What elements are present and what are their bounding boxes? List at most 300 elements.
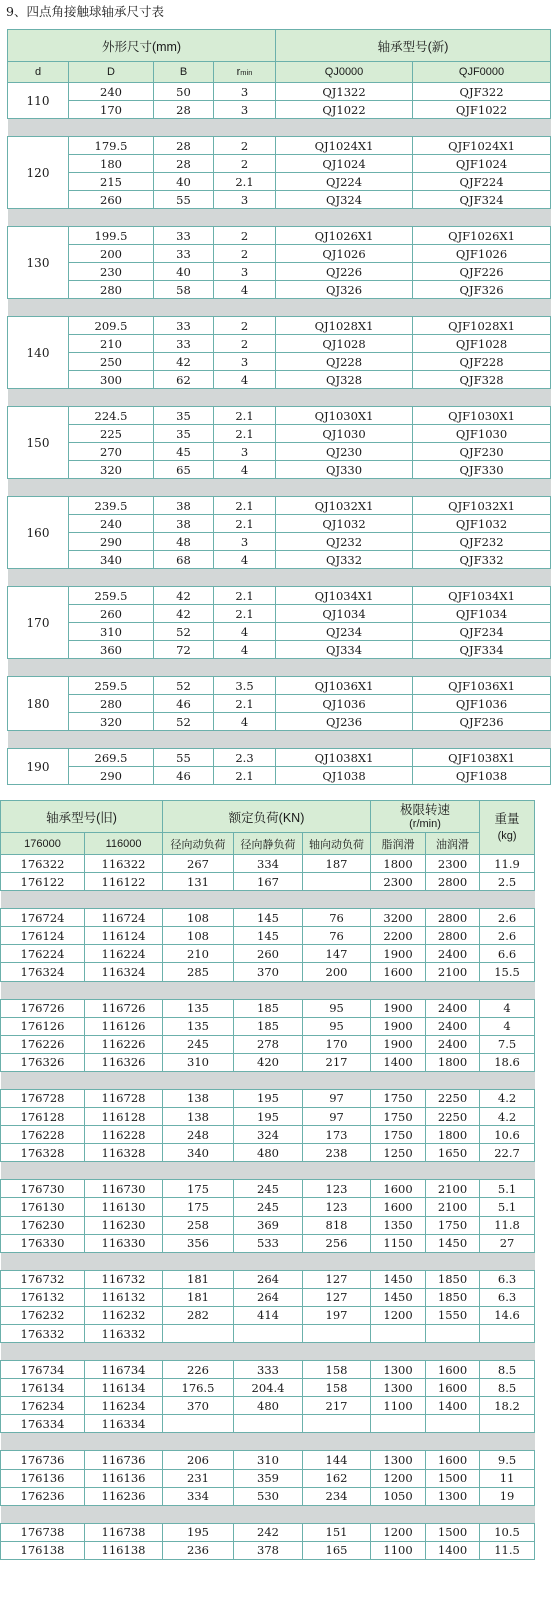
radial-dynamic-cell: 334 bbox=[163, 1487, 234, 1505]
old-116-cell: 116232 bbox=[85, 1306, 163, 1324]
old-116-cell: 116730 bbox=[85, 1180, 163, 1198]
r-min-cell: 2 bbox=[214, 335, 276, 353]
table-row bbox=[8, 137, 551, 155]
oil-speed-cell: 1500 bbox=[426, 1469, 480, 1487]
oil-speed-cell: 2100 bbox=[426, 1180, 480, 1198]
table-row bbox=[1, 1144, 535, 1162]
group-separator bbox=[1, 1343, 535, 1361]
radial-dynamic-cell: 108 bbox=[163, 909, 234, 927]
width-B-cell: 42 bbox=[154, 605, 214, 623]
table-row bbox=[1, 1361, 535, 1379]
grease-speed-cell: 1300 bbox=[371, 1361, 426, 1379]
oil-speed-cell: 1800 bbox=[426, 1053, 480, 1071]
old-116-cell: 116138 bbox=[85, 1541, 163, 1559]
weight-cell: 19 bbox=[480, 1487, 535, 1505]
table-row bbox=[8, 227, 551, 245]
radial-dynamic-cell: 176.5 bbox=[163, 1379, 234, 1397]
group-separator bbox=[1, 1071, 535, 1089]
outer-D-cell: 239.5 bbox=[69, 497, 154, 515]
oil-speed-cell: 2250 bbox=[426, 1108, 480, 1126]
radial-dynamic-cell: 340 bbox=[163, 1144, 234, 1162]
outer-D-cell: 215 bbox=[69, 173, 154, 191]
radial-dynamic-cell: 181 bbox=[163, 1270, 234, 1288]
grease-speed-cell: 1600 bbox=[371, 1180, 426, 1198]
outer-D-cell: 179.5 bbox=[69, 137, 154, 155]
old-176-cell: 176330 bbox=[1, 1234, 85, 1252]
width-B-cell: 33 bbox=[154, 245, 214, 263]
axial-dynamic-cell: 127 bbox=[303, 1288, 371, 1306]
oil-speed-cell: 1400 bbox=[426, 1397, 480, 1415]
old-176-cell: 176326 bbox=[1, 1053, 85, 1071]
old-176-cell: 176128 bbox=[1, 1108, 85, 1126]
oil-speed-cell: 1600 bbox=[426, 1379, 480, 1397]
weight-cell: 18.2 bbox=[480, 1397, 535, 1415]
width-B-cell: 52 bbox=[154, 713, 214, 731]
table-row bbox=[1, 855, 535, 873]
r-min-cell: 2.1 bbox=[214, 767, 276, 785]
weight-cell: 2.6 bbox=[480, 927, 535, 945]
width-B-cell: 55 bbox=[154, 749, 214, 767]
old-116-cell: 116326 bbox=[85, 1053, 163, 1071]
load-speed-table bbox=[0, 800, 535, 1560]
table-row bbox=[1, 1017, 535, 1035]
radial-dynamic-cell bbox=[163, 1415, 234, 1433]
group-separator bbox=[1, 1433, 535, 1451]
qj-model-cell: QJ1038X1 bbox=[276, 749, 413, 767]
grease-speed-cell: 1450 bbox=[371, 1288, 426, 1306]
table-row bbox=[1, 1487, 535, 1505]
qj-model-cell: QJ228 bbox=[276, 353, 413, 371]
old-116-cell: 116724 bbox=[85, 909, 163, 927]
old-116-cell: 116226 bbox=[85, 1035, 163, 1053]
table-row bbox=[8, 533, 551, 551]
old-116-cell: 116136 bbox=[85, 1469, 163, 1487]
weight-cell: 8.5 bbox=[480, 1379, 535, 1397]
oil-speed-cell: 2100 bbox=[426, 1198, 480, 1216]
oil-speed-cell: 1300 bbox=[426, 1487, 480, 1505]
r-min-cell: 4 bbox=[214, 281, 276, 299]
radial-dynamic-cell: 138 bbox=[163, 1108, 234, 1126]
old-176-cell: 176228 bbox=[1, 1126, 85, 1144]
width-B-cell: 68 bbox=[154, 551, 214, 569]
axial-dynamic-cell bbox=[303, 1415, 371, 1433]
col-header-D: D bbox=[69, 62, 154, 83]
header-rated-load: 额定负荷(KN) bbox=[163, 801, 371, 833]
width-B-cell: 28 bbox=[154, 101, 214, 119]
weight-cell: 10.5 bbox=[480, 1523, 535, 1541]
bore-d-cell: 140 bbox=[8, 317, 69, 389]
qj-model-cell: QJ332 bbox=[276, 551, 413, 569]
group-separator bbox=[1, 1252, 535, 1270]
axial-dynamic-cell: 197 bbox=[303, 1306, 371, 1324]
radial-dynamic-cell: 175 bbox=[163, 1198, 234, 1216]
table-row bbox=[1, 1397, 535, 1415]
qjf-model-cell: QJF1026X1 bbox=[413, 227, 551, 245]
qjf-model-cell: QJF1034 bbox=[413, 605, 551, 623]
old-176-cell: 176134 bbox=[1, 1379, 85, 1397]
group-separator-cell bbox=[1, 1071, 535, 1089]
oil-speed-cell: 1600 bbox=[426, 1451, 480, 1469]
weight-cell: 5.1 bbox=[480, 1180, 535, 1198]
bore-d-cell: 160 bbox=[8, 497, 69, 569]
qjf-model-cell: QJF1032 bbox=[413, 515, 551, 533]
bore-d-cell: 110 bbox=[8, 83, 69, 119]
qj-model-cell: QJ234 bbox=[276, 623, 413, 641]
radial-static-cell: 333 bbox=[234, 1361, 303, 1379]
old-116-cell: 116332 bbox=[85, 1324, 163, 1342]
qjf-model-cell: QJF332 bbox=[413, 551, 551, 569]
group-separator bbox=[8, 659, 551, 677]
table-row bbox=[1, 1288, 535, 1306]
table-row bbox=[8, 425, 551, 443]
axial-dynamic-cell: 170 bbox=[303, 1035, 371, 1053]
axial-dynamic-cell: 123 bbox=[303, 1180, 371, 1198]
axial-dynamic-cell: 147 bbox=[303, 945, 371, 963]
group-separator-cell bbox=[1, 1252, 535, 1270]
qj-model-cell: QJ1028X1 bbox=[276, 317, 413, 335]
r-min-cell: 4 bbox=[214, 641, 276, 659]
radial-dynamic-cell: 206 bbox=[163, 1451, 234, 1469]
outer-D-cell: 300 bbox=[69, 371, 154, 389]
old-116-cell: 116234 bbox=[85, 1397, 163, 1415]
qjf-model-cell: QJF1030 bbox=[413, 425, 551, 443]
r-min-cell: 2 bbox=[214, 317, 276, 335]
radial-dynamic-cell: 258 bbox=[163, 1216, 234, 1234]
radial-static-cell: 369 bbox=[234, 1216, 303, 1234]
table-row bbox=[1, 1089, 535, 1107]
old-116-cell: 116736 bbox=[85, 1451, 163, 1469]
weight-unit: (kg) bbox=[497, 829, 517, 842]
qj-model-cell: QJ1034X1 bbox=[276, 587, 413, 605]
radial-dynamic-cell: 138 bbox=[163, 1089, 234, 1107]
width-B-cell: 58 bbox=[154, 281, 214, 299]
group-separator-cell bbox=[1, 1343, 535, 1361]
old-116-cell: 116126 bbox=[85, 1017, 163, 1035]
table-row bbox=[1, 873, 535, 891]
grease-speed-cell: 1600 bbox=[371, 1198, 426, 1216]
group-separator bbox=[8, 119, 551, 137]
grease-speed-cell: 2300 bbox=[371, 873, 426, 891]
table-row bbox=[1, 1108, 535, 1126]
oil-speed-cell: 1650 bbox=[426, 1144, 480, 1162]
r-min-cell: 3 bbox=[214, 101, 276, 119]
axial-dynamic-cell: 217 bbox=[303, 1397, 371, 1415]
table-row bbox=[8, 767, 551, 785]
col-header-d: d bbox=[8, 62, 69, 83]
qjf-model-cell: QJF1028 bbox=[413, 335, 551, 353]
radial-dynamic-cell: 356 bbox=[163, 1234, 234, 1252]
axial-dynamic-cell: 162 bbox=[303, 1469, 371, 1487]
old-116-cell: 116228 bbox=[85, 1126, 163, 1144]
r-min-cell: 2.1 bbox=[214, 173, 276, 191]
col-header-oil: 油润滑 bbox=[426, 833, 480, 855]
old-176-cell: 176234 bbox=[1, 1397, 85, 1415]
group-separator-cell bbox=[1, 981, 535, 999]
table-row bbox=[1, 1415, 535, 1433]
qjf-model-cell: QJF1038X1 bbox=[413, 749, 551, 767]
width-B-cell: 35 bbox=[154, 425, 214, 443]
radial-dynamic-cell: 282 bbox=[163, 1306, 234, 1324]
table-row bbox=[8, 101, 551, 119]
bore-d-cell: 130 bbox=[8, 227, 69, 299]
old-116-cell: 116728 bbox=[85, 1089, 163, 1107]
width-B-cell: 65 bbox=[154, 461, 214, 479]
old-176-cell: 176236 bbox=[1, 1487, 85, 1505]
axial-dynamic-cell: 95 bbox=[303, 999, 371, 1017]
old-176-cell: 176124 bbox=[1, 927, 85, 945]
table-row bbox=[8, 713, 551, 731]
oil-speed-cell: 1750 bbox=[426, 1216, 480, 1234]
table-row bbox=[8, 695, 551, 713]
weight-cell: 11.8 bbox=[480, 1216, 535, 1234]
width-B-cell: 48 bbox=[154, 533, 214, 551]
bore-d-cell: 170 bbox=[8, 587, 69, 659]
qj-model-cell: QJ236 bbox=[276, 713, 413, 731]
table-row bbox=[8, 677, 551, 695]
weight-cell: 6.3 bbox=[480, 1288, 535, 1306]
old-116-cell: 116132 bbox=[85, 1288, 163, 1306]
table-row bbox=[8, 83, 551, 101]
oil-speed-cell: 1850 bbox=[426, 1288, 480, 1306]
header-dimensions: 外形尺寸(mm) bbox=[8, 30, 276, 62]
qjf-model-cell: QJF1024 bbox=[413, 155, 551, 173]
radial-dynamic-cell: 267 bbox=[163, 855, 234, 873]
r-min-cell: 4 bbox=[214, 461, 276, 479]
table-row bbox=[1, 1198, 535, 1216]
width-B-cell: 45 bbox=[154, 443, 214, 461]
col-header-116000: 116000 bbox=[85, 833, 163, 855]
qj-model-cell: QJ1026 bbox=[276, 245, 413, 263]
col-header-B: B bbox=[154, 62, 214, 83]
radial-dynamic-cell: 175 bbox=[163, 1180, 234, 1198]
axial-dynamic-cell: 200 bbox=[303, 963, 371, 981]
radial-dynamic-cell: 135 bbox=[163, 1017, 234, 1035]
oil-speed-cell: 1550 bbox=[426, 1306, 480, 1324]
outer-D-cell: 290 bbox=[69, 767, 154, 785]
group-separator-cell bbox=[1, 891, 535, 909]
dimension-table-body bbox=[8, 83, 551, 785]
grease-speed-cell: 1200 bbox=[371, 1306, 426, 1324]
old-176-cell: 176324 bbox=[1, 963, 85, 981]
speed-limit-unit: (r/min) bbox=[409, 817, 441, 830]
old-176-cell: 176724 bbox=[1, 909, 85, 927]
col-header-radial-dynamic: 径向动负荷 bbox=[163, 833, 234, 855]
r-min-cell: 4 bbox=[214, 713, 276, 731]
group-separator bbox=[1, 891, 535, 909]
qj-model-cell: QJ1030 bbox=[276, 425, 413, 443]
col-header-grease: 脂润滑 bbox=[371, 833, 426, 855]
r-min-cell: 2 bbox=[214, 227, 276, 245]
width-B-cell: 52 bbox=[154, 623, 214, 641]
r-min-cell: 2.1 bbox=[214, 407, 276, 425]
width-B-cell: 40 bbox=[154, 173, 214, 191]
r-min-cell: 4 bbox=[214, 551, 276, 569]
bore-d-cell: 190 bbox=[8, 749, 69, 785]
table-row bbox=[8, 245, 551, 263]
axial-dynamic-cell: 217 bbox=[303, 1053, 371, 1071]
qjf-model-cell: QJF1036X1 bbox=[413, 677, 551, 695]
oil-speed-cell: 2300 bbox=[426, 855, 480, 873]
axial-dynamic-cell: 158 bbox=[303, 1361, 371, 1379]
old-176-cell: 176334 bbox=[1, 1415, 85, 1433]
axial-dynamic-cell bbox=[303, 1324, 371, 1342]
outer-D-cell: 170 bbox=[69, 101, 154, 119]
weight-label: 重量 bbox=[494, 811, 520, 826]
axial-dynamic-cell: 97 bbox=[303, 1108, 371, 1126]
radial-dynamic-cell: 370 bbox=[163, 1397, 234, 1415]
weight-cell: 4 bbox=[480, 999, 535, 1017]
group-separator bbox=[8, 389, 551, 407]
old-176-cell: 176728 bbox=[1, 1089, 85, 1107]
group-separator bbox=[8, 299, 551, 317]
radial-dynamic-cell: 195 bbox=[163, 1523, 234, 1541]
qjf-model-cell: QJF1038 bbox=[413, 767, 551, 785]
group-separator-cell bbox=[8, 479, 551, 497]
qj-model-cell: QJ328 bbox=[276, 371, 413, 389]
radial-static-cell: 264 bbox=[234, 1270, 303, 1288]
header-new-model: 轴承型号(新) bbox=[276, 30, 551, 62]
qjf-model-cell: QJF1034X1 bbox=[413, 587, 551, 605]
group-separator bbox=[8, 479, 551, 497]
weight-cell: 6.3 bbox=[480, 1270, 535, 1288]
r-min-cell: 2 bbox=[214, 245, 276, 263]
width-B-cell: 33 bbox=[154, 227, 214, 245]
qjf-model-cell: QJF1024X1 bbox=[413, 137, 551, 155]
r-min-cell: 4 bbox=[214, 371, 276, 389]
table-row bbox=[8, 749, 551, 767]
qj-model-cell: QJ224 bbox=[276, 173, 413, 191]
qj-model-cell: QJ1024X1 bbox=[276, 137, 413, 155]
qjf-model-cell: QJF1026 bbox=[413, 245, 551, 263]
old-176-cell: 176122 bbox=[1, 873, 85, 891]
width-B-cell: 38 bbox=[154, 497, 214, 515]
qj-model-cell: QJ1036X1 bbox=[276, 677, 413, 695]
old-116-cell: 116726 bbox=[85, 999, 163, 1017]
group-separator-cell bbox=[8, 299, 551, 317]
old-116-cell: 116328 bbox=[85, 1144, 163, 1162]
old-176-cell: 176332 bbox=[1, 1324, 85, 1342]
col-header-axial-dynamic: 轴向动负荷 bbox=[303, 833, 371, 855]
oil-speed-cell: 2800 bbox=[426, 873, 480, 891]
width-B-cell: 42 bbox=[154, 353, 214, 371]
radial-static-cell: 359 bbox=[234, 1469, 303, 1487]
r-min-cell: 2 bbox=[214, 155, 276, 173]
radial-dynamic-cell: 135 bbox=[163, 999, 234, 1017]
table-row bbox=[8, 407, 551, 425]
grease-speed-cell: 1750 bbox=[371, 1089, 426, 1107]
table-row bbox=[8, 515, 551, 533]
old-176-cell: 176736 bbox=[1, 1451, 85, 1469]
weight-cell: 2.5 bbox=[480, 873, 535, 891]
radial-dynamic-cell: 310 bbox=[163, 1053, 234, 1071]
qjf-model-cell: QJF1036 bbox=[413, 695, 551, 713]
table-row bbox=[1, 945, 535, 963]
r-min-cell: 4 bbox=[214, 623, 276, 641]
axial-dynamic-cell: 144 bbox=[303, 1451, 371, 1469]
outer-D-cell: 280 bbox=[69, 281, 154, 299]
radial-dynamic-cell: 231 bbox=[163, 1469, 234, 1487]
group-separator bbox=[1, 981, 535, 999]
width-B-cell: 35 bbox=[154, 407, 214, 425]
outer-D-cell: 270 bbox=[69, 443, 154, 461]
grease-speed-cell: 1300 bbox=[371, 1379, 426, 1397]
outer-D-cell: 224.5 bbox=[69, 407, 154, 425]
outer-D-cell: 180 bbox=[69, 155, 154, 173]
table-row bbox=[1, 1053, 535, 1071]
group-separator-cell bbox=[1, 1433, 535, 1451]
oil-speed-cell: 1800 bbox=[426, 1126, 480, 1144]
table-row bbox=[1, 1541, 535, 1559]
old-176-cell: 176136 bbox=[1, 1469, 85, 1487]
qj-model-cell: QJ1022 bbox=[276, 101, 413, 119]
oil-speed-cell: 1850 bbox=[426, 1270, 480, 1288]
weight-cell: 4 bbox=[480, 1017, 535, 1035]
r-min-cell: 2.1 bbox=[214, 587, 276, 605]
weight-cell: 2.6 bbox=[480, 909, 535, 927]
old-116-cell: 116330 bbox=[85, 1234, 163, 1252]
outer-D-cell: 269.5 bbox=[69, 749, 154, 767]
grease-speed-cell: 1100 bbox=[371, 1541, 426, 1559]
width-B-cell: 72 bbox=[154, 641, 214, 659]
outer-D-cell: 310 bbox=[69, 623, 154, 641]
r-min-cell: 3 bbox=[214, 443, 276, 461]
radial-dynamic-cell: 245 bbox=[163, 1035, 234, 1053]
oil-speed-cell: 1400 bbox=[426, 1541, 480, 1559]
outer-D-cell: 210 bbox=[69, 335, 154, 353]
old-176-cell: 176130 bbox=[1, 1198, 85, 1216]
old-116-cell: 116128 bbox=[85, 1108, 163, 1126]
radial-dynamic-cell: 236 bbox=[163, 1541, 234, 1559]
weight-cell: 5.1 bbox=[480, 1198, 535, 1216]
weight-cell bbox=[480, 1324, 535, 1342]
qjf-model-cell: QJF226 bbox=[413, 263, 551, 281]
grease-speed-cell: 1100 bbox=[371, 1397, 426, 1415]
outer-D-cell: 259.5 bbox=[69, 587, 154, 605]
weight-cell: 9.5 bbox=[480, 1451, 535, 1469]
col-header-qj: QJ0000 bbox=[276, 62, 413, 83]
table-row bbox=[8, 173, 551, 191]
qj-model-cell: QJ1026X1 bbox=[276, 227, 413, 245]
grease-speed-cell: 1350 bbox=[371, 1216, 426, 1234]
outer-D-cell: 199.5 bbox=[69, 227, 154, 245]
table-row bbox=[8, 497, 551, 515]
oil-speed-cell: 2400 bbox=[426, 945, 480, 963]
table-row bbox=[1, 1035, 535, 1053]
radial-static-cell: 370 bbox=[234, 963, 303, 981]
group-separator bbox=[8, 569, 551, 587]
axial-dynamic-cell: 187 bbox=[303, 855, 371, 873]
old-116-cell: 116734 bbox=[85, 1361, 163, 1379]
axial-dynamic-cell: 127 bbox=[303, 1270, 371, 1288]
old-116-cell: 116130 bbox=[85, 1198, 163, 1216]
width-B-cell: 55 bbox=[154, 191, 214, 209]
oil-speed-cell: 2250 bbox=[426, 1089, 480, 1107]
qjf-model-cell: QJF326 bbox=[413, 281, 551, 299]
header-speed-limit bbox=[371, 801, 480, 833]
group-separator-cell bbox=[8, 659, 551, 677]
qjf-model-cell: QJF1028X1 bbox=[413, 317, 551, 335]
r-subscript: min bbox=[240, 68, 253, 77]
radial-static-cell: 195 bbox=[234, 1108, 303, 1126]
radial-static-cell: 260 bbox=[234, 945, 303, 963]
qj-model-cell: QJ226 bbox=[276, 263, 413, 281]
outer-D-cell: 200 bbox=[69, 245, 154, 263]
old-176-cell: 176738 bbox=[1, 1523, 85, 1541]
group-separator bbox=[1, 1505, 535, 1523]
group-separator bbox=[8, 731, 551, 749]
weight-cell: 10.6 bbox=[480, 1126, 535, 1144]
oil-speed-cell: 1500 bbox=[426, 1523, 480, 1541]
